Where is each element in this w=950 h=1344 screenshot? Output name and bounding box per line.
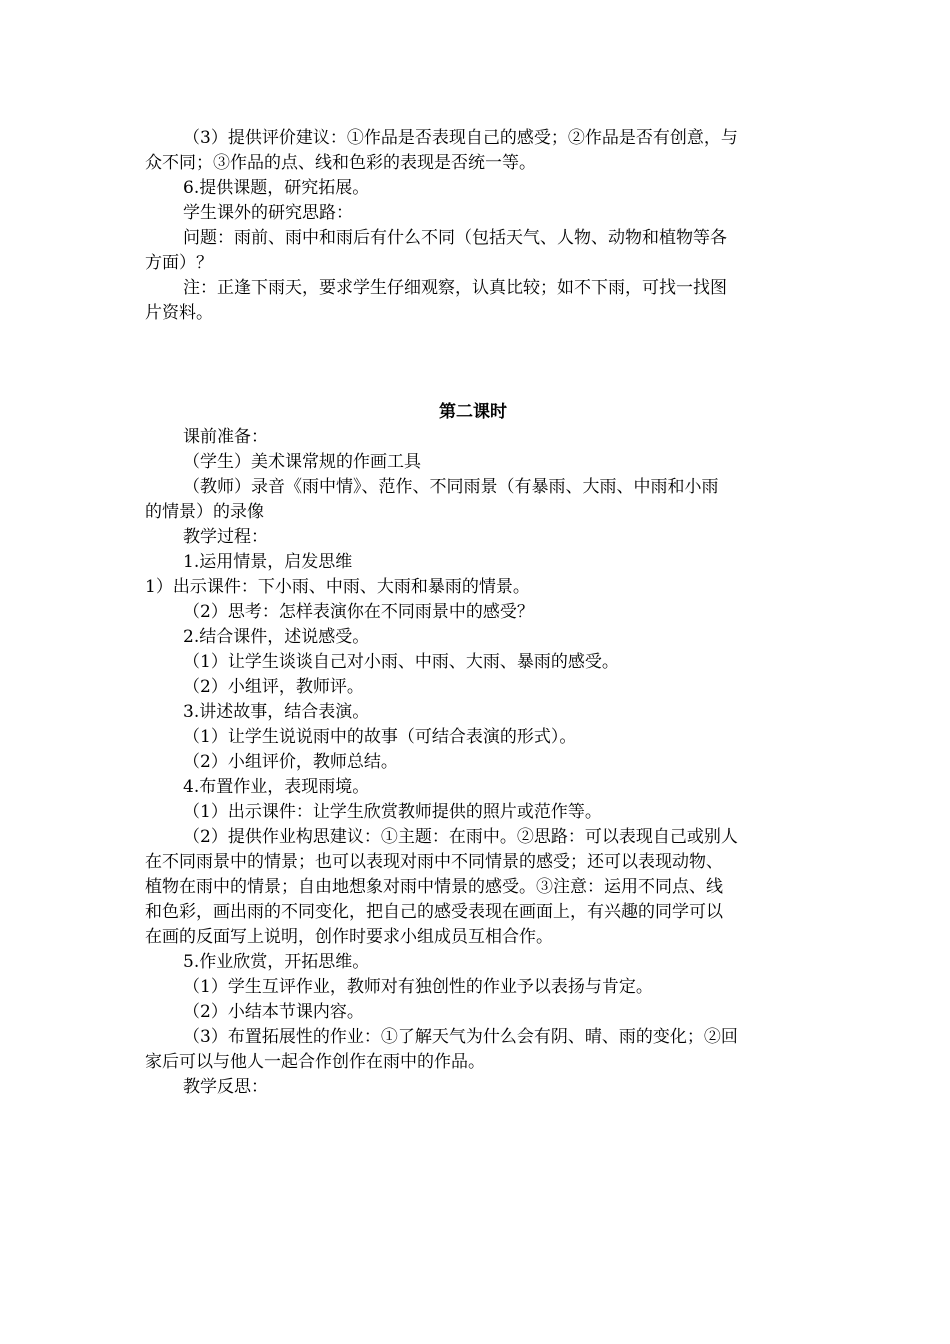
paragraph-line: （1）学生互评作业，教师对有独创性的作业予以表扬与肯定。 xyxy=(183,977,653,997)
paragraph-line: 1.运用情景，启发思维 xyxy=(183,552,353,572)
paragraph-line: 片资料。 xyxy=(145,303,213,323)
paragraph-line: 的情景）的录像 xyxy=(145,502,264,522)
paragraph-line: 2.结合课件，述说感受。 xyxy=(183,627,370,647)
paragraph-line: 6.提供课题，研究拓展。 xyxy=(183,178,370,198)
paragraph-line: 在不同雨景中的情景；也可以表现对雨中不同情景的感受；还可以表现动物、 xyxy=(145,852,723,872)
paragraph-line: 和色彩，画出雨的不同变化，把自己的感受表现在画面上，有兴趣的同学可以 xyxy=(145,902,723,922)
paragraph-line: （2）小结本节课内容。 xyxy=(183,1002,364,1022)
paragraph-line: 植物在雨中的情景；自由地想象对雨中情景的感受。③注意：运用不同点、线 xyxy=(145,877,723,897)
paragraph-line: （3）提供评价建议：①作品是否表现自己的感受；②作品是否有创意，与 xyxy=(183,128,738,148)
paragraph-line: 在画的反面写上说明，创作时要求小组成员互相合作。 xyxy=(145,927,553,947)
paragraph-line: （2）小组评价，教师总结。 xyxy=(183,752,398,772)
paragraph-line: （2）思考：怎样表演你在不同雨景中的感受？ xyxy=(183,602,534,622)
paragraph-line: 5.作业欣赏，开拓思维。 xyxy=(183,952,370,972)
paragraph-line: （2）小组评，教师评。 xyxy=(183,677,364,697)
paragraph-line: 教学过程： xyxy=(183,527,268,547)
paragraph-line: （学生）美术课常规的作画工具 xyxy=(183,452,421,472)
paragraph-line: （1）让学生谈谈自己对小雨、中雨、大雨、暴雨的感受。 xyxy=(183,652,619,672)
paragraph-line: （1）出示课件：让学生欣赏教师提供的照片或范作等。 xyxy=(183,802,602,822)
paragraph-line: 3.讲述故事，结合表演。 xyxy=(183,702,370,722)
paragraph-line: 注：正逢下雨天，要求学生仔细观察，认真比较；如不下雨，可找一找图 xyxy=(183,278,727,298)
paragraph-line: 学生课外的研究思路： xyxy=(183,203,353,223)
section-title: 第二课时 xyxy=(439,402,507,422)
paragraph-line: 教学反思： xyxy=(183,1077,268,1097)
paragraph-line: 方面）？ xyxy=(145,253,213,273)
paragraph-line: 众不同；③作品的点、线和色彩的表现是否统一等。 xyxy=(145,153,536,173)
paragraph-line: （教师）录音《雨中情》、范作、不同雨景（有暴雨、大雨、中雨和小雨 xyxy=(183,477,719,497)
paragraph-line: （2）提供作业构思建议：①主题：在雨中。②思路：可以表现自己或别人 xyxy=(183,827,738,847)
paragraph-line: （3）布置拓展性的作业：①了解天气为什么会有阴、晴、雨的变化；②回 xyxy=(183,1027,738,1047)
paragraph-line: 问题：雨前、雨中和雨后有什么不同（包括天气、人物、动物和植物等各 xyxy=(183,228,727,248)
paragraph-line: （1）让学生说说雨中的故事（可结合表演的形式）。 xyxy=(183,727,577,747)
paragraph-line: 1）出示课件：下小雨、中雨、大雨和暴雨的情景。 xyxy=(145,577,530,597)
paragraph-line: 4.布置作业，表现雨境。 xyxy=(183,777,370,797)
paragraph-line: 家后可以与他人一起合作创作在雨中的作品。 xyxy=(145,1052,485,1072)
paragraph-line: 课前准备： xyxy=(183,427,268,447)
